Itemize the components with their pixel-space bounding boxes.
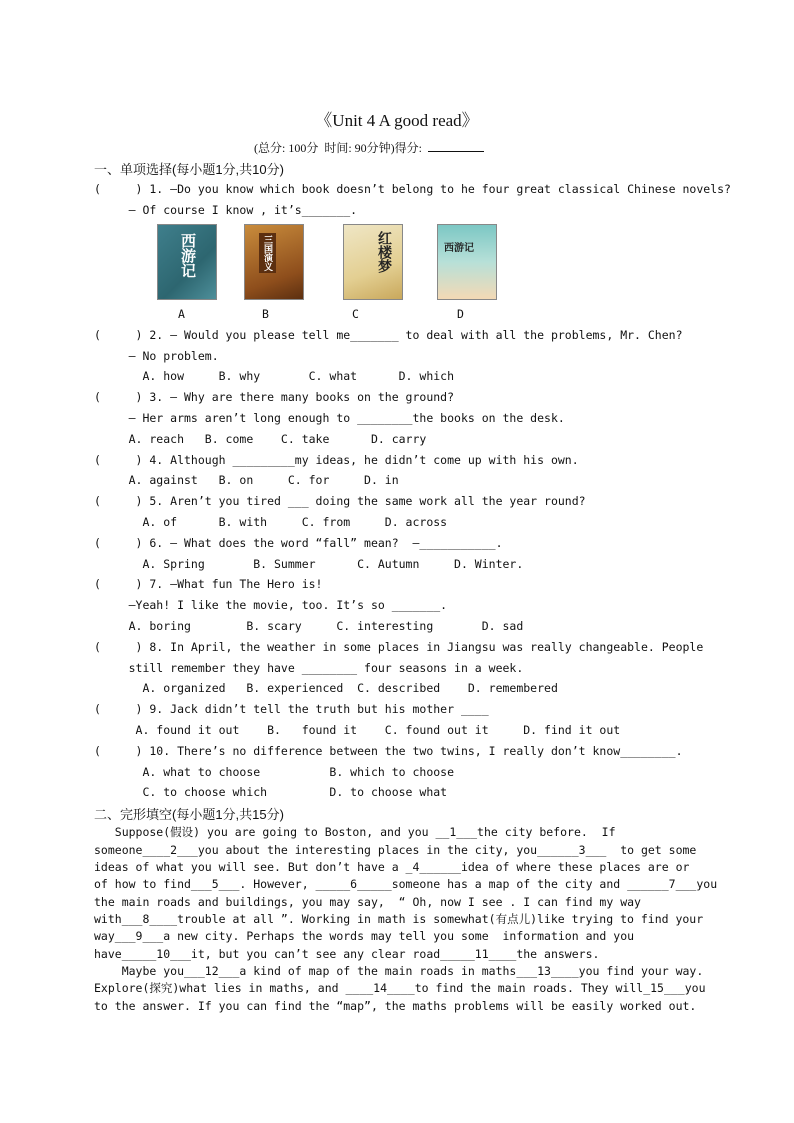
- q5-options: A. of B. with C. from D. across: [94, 515, 448, 529]
- book-cover-c-title: 红楼梦: [376, 231, 392, 273]
- cloze-line-6: with___8____trouble at all ”. Working in math is somewhat(有点儿)like trying to find your: [94, 912, 704, 926]
- cloze-line-8: have_____10___it, but you can’t see any clear road_____11____the answers.: [94, 947, 600, 961]
- option-a-label: A: [178, 307, 185, 321]
- book-cover-b-title: 三国演义: [259, 233, 276, 273]
- cloze-line-11: to the answer. If you can find the “map”, the maths problems will be easily worked out.: [94, 999, 697, 1013]
- cloze-line-3: ideas of what you will see. But don’t have a _4______idea of where these places are or: [94, 860, 690, 874]
- book-cover-d-title: 西游记: [444, 243, 474, 254]
- book-cover-b: [244, 224, 304, 300]
- q3-reply-line: — Her arms aren’t long enough to ________the books on the desk.: [94, 411, 565, 425]
- score-blank[interactable]: [428, 141, 484, 152]
- cloze-line-1: Suppose(假设) you are going to Boston, and you __1___the city before. If: [94, 825, 616, 839]
- q10-options-1: A. what to choose B. which to choose: [94, 765, 455, 779]
- section-1-heading: 一、单项选择(每小题1分,共10分): [94, 162, 284, 177]
- q4-options: A. against B. on C. for D. in: [94, 473, 399, 487]
- q10-options-2: C. to choose which D. to choose what: [94, 785, 448, 799]
- q8-line-2: still remember they have ________ four seasons in a week.: [94, 661, 524, 675]
- q9-options: A. found it out B. found it C. found out it D. find it out: [94, 723, 621, 737]
- q7-line: ( ) 7. —What fun The Hero is!: [94, 577, 323, 591]
- q6-options: A. Spring B. Summer C. Autumn D. Winter.: [94, 557, 524, 571]
- score-info: [254, 139, 484, 156]
- cloze-line-4: of how to find___5___. However, _____6_____someone has a map of the city and ______7___you: [94, 877, 718, 891]
- book-cover-a-title: 西游记: [179, 233, 197, 278]
- cloze-line-5: the main roads and buildings, you may say, “ Oh, now I see . I can find my way: [94, 895, 641, 909]
- cloze-line-9: Maybe you___12___a kind of map of the main roads in maths___13____you find your way.: [94, 964, 704, 978]
- q2-line: ( ) 2. — Would you please tell me_______ to deal with all the problems, Mr. Chen?: [94, 328, 683, 342]
- option-b-label: B: [262, 307, 269, 321]
- q8-options: A. organized B. experienced C. described D. remembered: [94, 681, 558, 695]
- cloze-line-10: Explore(探究)what lies in maths, and ____14____to find the main roads. They will_15___you: [94, 981, 706, 995]
- q3-options: A. reach B. come C. take D. carry: [94, 432, 427, 446]
- q4-line: ( ) 4. Although _________my ideas, he didn’t come up with his own.: [94, 453, 579, 467]
- q1-answer-line: — Of course I know , it’s_______.: [94, 203, 358, 217]
- option-c-label: C: [352, 307, 359, 321]
- score-info-text: (总分: 100分 时间: 90分钟)得分:: [254, 141, 425, 155]
- q5-line: ( ) 5. Aren’t you tired ___ doing the same work all the year round?: [94, 494, 586, 508]
- q3-line: ( ) 3. — Why are there many books on the ground?: [94, 390, 455, 404]
- page-title: 《Unit 4 A good read》: [315, 111, 479, 130]
- q2-options: A. how B. why C. what D. which: [94, 369, 455, 383]
- q2-reply-line: — No problem.: [94, 349, 219, 363]
- option-d-label: D: [457, 307, 464, 321]
- section-2-heading: 二、完形填空(每小题1分,共15分): [94, 807, 284, 822]
- cloze-line-2: someone____2___you about the interesting places in the city, you______3___ to get some: [94, 843, 697, 857]
- book-cover-a: [157, 224, 217, 300]
- q10-line: ( ) 10. There’s no difference between the two twins, I really don’t know________.: [94, 744, 683, 758]
- q8-line: ( ) 8. In April, the weather in some places in Jiangsu was really changeable. People: [94, 640, 704, 654]
- q6-line: ( ) 6. — What does the word “fall” mean? —___________.: [94, 536, 503, 550]
- book-cover-c: [343, 224, 403, 300]
- q7-reply-line: —Yeah! I like the movie, too. It’s so _______.: [94, 598, 448, 612]
- book-cover-d: [437, 224, 497, 300]
- q1-line: ( ) 1. —Do you know which book doesn’t belong to he four great classical Chinese novels?: [94, 182, 731, 196]
- cloze-line-7: way___9___a new city. Perhaps the words may tell you some information and you: [94, 929, 635, 943]
- q9-line: ( ) 9. Jack didn’t tell the truth but his mother ____: [94, 702, 489, 716]
- q7-options: A. boring B. scary C. interesting D. sad: [94, 619, 524, 633]
